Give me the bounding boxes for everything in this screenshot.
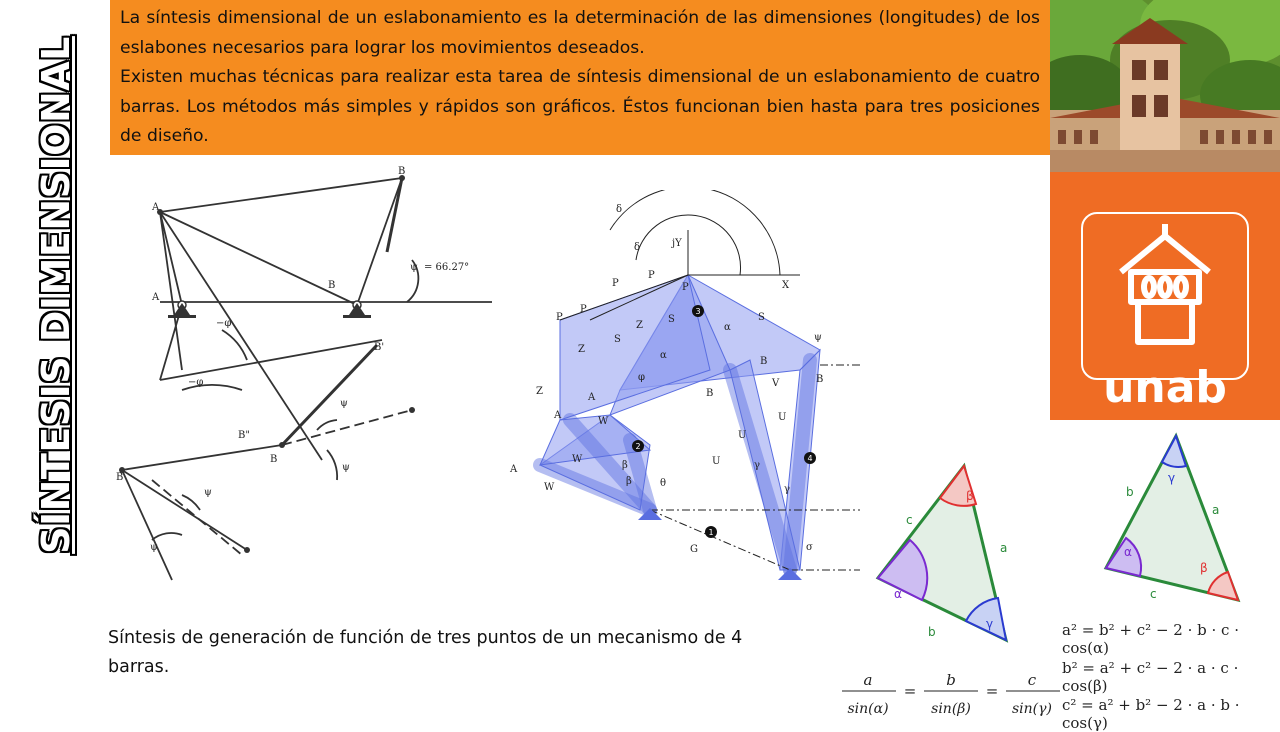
- fig2-label-S2: S: [668, 314, 675, 325]
- formula-cos-alpha: a² = b² + c² − 2 · b · c · cos(α): [1062, 621, 1239, 657]
- fig2-marker-3: 3: [695, 307, 701, 316]
- fig1-label-phi2: −φ: [216, 318, 232, 329]
- fig2-label-phi: φ: [638, 372, 646, 383]
- sine-a-den: sin(α): [847, 701, 889, 717]
- fig1-label-psi3: ψ: [204, 487, 212, 498]
- fig1-label-A0: A: [152, 292, 160, 303]
- fig2-label-psi: ψ: [814, 332, 822, 343]
- fig2-label-B1: B: [816, 374, 824, 385]
- fig1-label-B0b: B: [116, 472, 124, 483]
- formula-law-of-sines: [838, 668, 1062, 725]
- fig2-label-P2: P: [612, 278, 619, 289]
- fig2-label-gamma2: γ: [784, 484, 790, 495]
- t1-side-b: b: [928, 625, 936, 639]
- fig2-label-P3: P: [556, 312, 563, 323]
- fig2-label-A3: A: [510, 464, 518, 475]
- sine-eq-2: =: [985, 682, 999, 700]
- fig2-label-W3: W: [544, 482, 555, 493]
- fig2-label-alpha3: α: [660, 350, 667, 361]
- formula-cos-gamma: c² = a² + b² − 2 · a · b · cos(γ): [1062, 696, 1240, 732]
- t2-side-a: a: [1212, 503, 1220, 517]
- t1-side-c: c: [906, 513, 913, 527]
- fig2-label-A1: A: [588, 392, 596, 403]
- logo-text: unab: [1103, 362, 1227, 413]
- t1-side-a: a: [1000, 541, 1008, 555]
- page-title: SÍNTESIS DIMENSIONAL: [34, 36, 78, 554]
- fig1-label-B0: B: [328, 280, 336, 291]
- sine-b-den: sin(β): [931, 701, 971, 717]
- sine-a-num: a: [863, 671, 873, 689]
- fig1-label-phi3: −φ: [188, 377, 204, 388]
- fig1-label-psi2: ψ: [340, 398, 348, 409]
- fig2-label-Z2: Z: [578, 344, 585, 355]
- fig2-label-B2: B: [760, 356, 768, 367]
- fig2-label-alpha2: α: [724, 322, 731, 333]
- page-title-container: [30, 0, 82, 600]
- fig2-label-W2: W: [572, 454, 583, 465]
- fig2-label-U2: U: [738, 430, 747, 441]
- t2-side-b: b: [1126, 485, 1134, 499]
- t2-side-c: c: [1150, 587, 1157, 601]
- t1-alpha: α: [894, 587, 902, 601]
- fig2-label-V1: V: [772, 378, 780, 389]
- fig2-label-U3: U: [712, 456, 721, 467]
- fig2-label-Z3: Z: [536, 386, 543, 397]
- fig2-label-gamma3: γ: [754, 460, 760, 471]
- sine-c-den: sin(γ): [1012, 701, 1052, 717]
- fig2-label-beta3: β: [622, 460, 628, 471]
- triangle-diagram-2: [1098, 430, 1258, 615]
- triangle-diagram-1: [868, 458, 1048, 663]
- figure-linkage-sketch: [112, 160, 492, 595]
- fig1-label-Bpp: B": [238, 430, 250, 441]
- fig2-label-G1: G: [690, 544, 698, 555]
- t1-gamma: γ: [986, 617, 994, 631]
- fig2-label-W1: W: [598, 416, 609, 427]
- fig2-label-S1: S: [758, 312, 765, 323]
- t2-alpha: α: [1124, 545, 1132, 559]
- fig2-label-X: X: [782, 280, 790, 291]
- fig2-label-delta3: δ: [616, 204, 623, 215]
- fig1-label-B0pp: B: [270, 454, 278, 465]
- tower-icon: [1083, 214, 1247, 354]
- sine-c-num: c: [1027, 671, 1037, 689]
- fig1-label-A: A: [152, 202, 160, 213]
- fig2-marker-1: 1: [708, 528, 714, 537]
- fig1-label-B: B: [398, 166, 406, 177]
- brand-panel: [1050, 172, 1280, 420]
- formula-cos-beta: b² = a² + c² − 2 · a · c · cos(β): [1062, 659, 1239, 695]
- fig2-label-S3: S: [614, 334, 621, 345]
- fig2-label-jY: jY: [672, 238, 682, 249]
- fig2-label-P1: P: [682, 282, 689, 293]
- fig2-label-A2: A: [554, 410, 562, 421]
- intro-box: [110, 0, 1050, 155]
- fig1-label-psi1b: ψ: [342, 462, 350, 473]
- fig1-label-psi1c: ψ: [150, 542, 158, 553]
- fig2-label-P21: P: [648, 270, 655, 281]
- fig2-label-delta2: δ: [634, 242, 641, 253]
- fig2-label-sigma: σ: [806, 542, 813, 553]
- fig2-label-P31: P: [580, 304, 587, 315]
- fig2-label-Z1: Z: [636, 320, 643, 331]
- sine-b-num: b: [946, 671, 956, 689]
- sine-eq-1: =: [903, 682, 917, 700]
- campus-photo: [1050, 0, 1280, 172]
- intro-paragraph-1: La síntesis dimensional de un eslabonamiento es la determinación de las dimensiones (longitudes) de los eslabones necesarios para lograr los movimientos deseados.: [120, 8, 1040, 58]
- figure-three-position-synthesis: [500, 190, 870, 595]
- fig2-marker-4: 4: [807, 454, 813, 463]
- t1-beta: β: [966, 489, 974, 503]
- fig2-label-U1: U: [778, 412, 787, 423]
- fig2-label-beta2: β: [626, 476, 632, 487]
- intro-paragraph-2: Existen muchas técnicas para realizar esta tarea de síntesis dimensional de un eslabonamiento de cuatro barras. Los métodos más simples y rápidos son gráficos. Éstos funcionan bien hasta para tres posiciones de diseño.: [120, 67, 1040, 146]
- fig1-label-psi1-value: = 66.27°: [424, 262, 470, 273]
- unab-logo: [1081, 212, 1249, 413]
- t2-gamma: γ: [1168, 471, 1176, 485]
- t2-beta: β: [1200, 561, 1208, 575]
- fig1-label-psi1: ψ: [410, 262, 418, 273]
- fig2-label-B3: B: [706, 388, 714, 399]
- figure-caption: Síntesis de generación de función de tres puntos de un mecanismo de 4 barras.: [108, 628, 743, 677]
- fig1-label-Bp: B': [374, 342, 385, 353]
- fig2-marker-2: 2: [635, 442, 641, 451]
- fig2-label-theta: θ: [660, 478, 667, 489]
